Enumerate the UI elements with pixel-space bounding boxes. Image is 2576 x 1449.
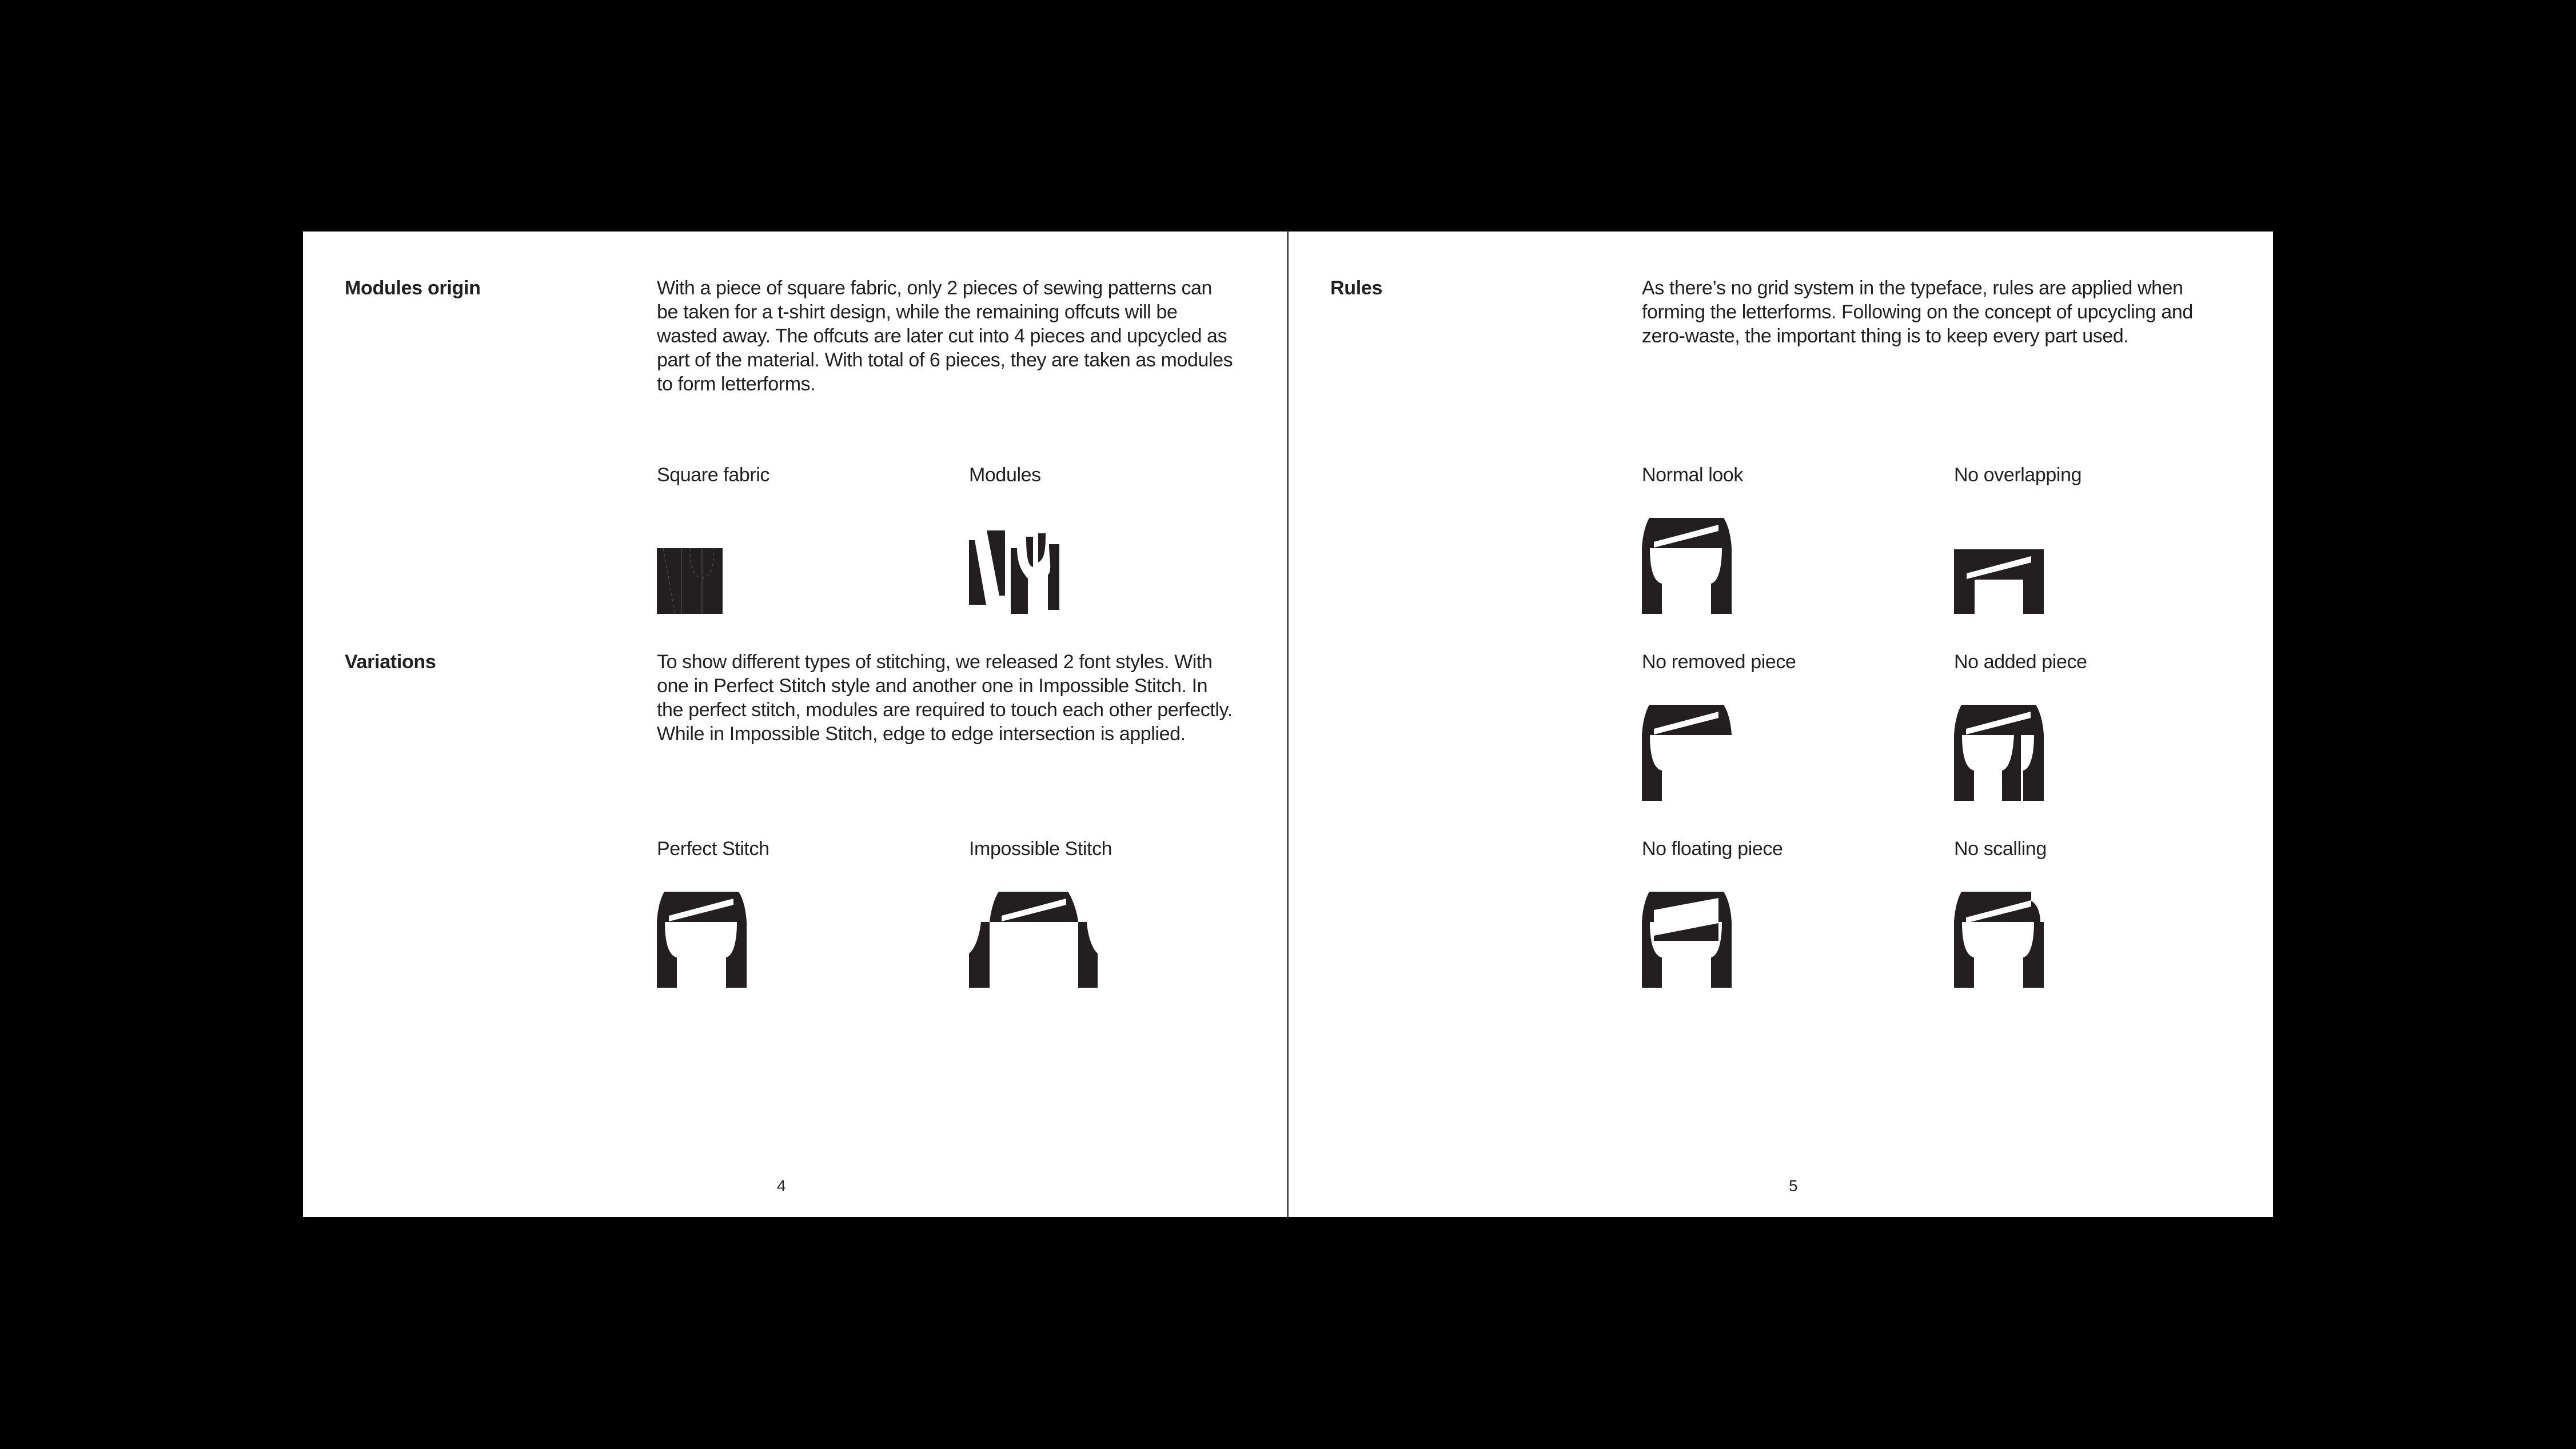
left-page [303,231,1288,1217]
figure-label-modules: Modules [969,464,1041,486]
section-heading-variations: Variations [345,651,436,673]
figure-label-no-floating-piece: No floating piece [1642,838,1783,860]
section-heading-modules-origin: Modules origin [345,277,481,299]
figure-label-normal-look: Normal look [1642,464,1743,486]
figure-label-no-removed-piece: No removed piece [1642,651,1796,673]
book-spread [303,231,2273,1217]
figure-label-no-overlapping: No overlapping [1954,464,2082,486]
impossible-stitch-glyph-icon [969,892,1100,988]
figure-label-no-scalling: No scalling [1954,838,2047,860]
section-body-modules-origin: With a piece of square fabric, only 2 pieces of sewing patterns can be taken for a t-shirt design, while the remaining offcuts will be wasted away. The offcuts are later cut into 4 pieces and upcycled as part of the material. With total of 6 pieces, they are taken as modules to form letterforms. [657,277,1233,395]
section-body-variations: To show different types of stitching, we released 2 font styles. With one in Perfect Stitch style and another one in Impossible Stitch. In the perfect stitch, modules are required to touch each other perfectly. While in Impossible Stitch, edge to edge intersection is applied. [657,651,1233,745]
no-removed-piece-glyph-icon [1642,705,1732,801]
section-heading-rules: Rules [1330,277,1383,299]
figure-label-perfect-stitch: Perfect Stitch [657,838,769,860]
no-floating-piece-glyph-icon [1642,892,1732,988]
figure-label-square-fabric: Square fabric [657,464,770,486]
figure-label-no-added-piece: No added piece [1954,651,2087,673]
normal-look-glyph-icon [1642,518,1732,614]
square-fabric-icon [657,548,723,614]
perfect-stitch-glyph-icon [657,892,747,988]
section-body-rules: As there’s no grid system in the typeface, rules are applied when forming the letterforms. Following on the concept of upcycling and zero-waste, the important thing is to keep every part used. [1642,277,2193,347]
no-added-piece-glyph-icon [1954,705,2044,801]
page-number-right: 5 [1789,1177,1798,1195]
modules-icon [969,530,1073,614]
no-scalling-glyph-icon [1954,892,2044,988]
page-number-left: 4 [777,1177,786,1195]
no-overlapping-glyph-icon [1954,549,2044,614]
right-page [1289,231,2273,1217]
figure-label-impossible-stitch: Impossible Stitch [969,838,1112,860]
